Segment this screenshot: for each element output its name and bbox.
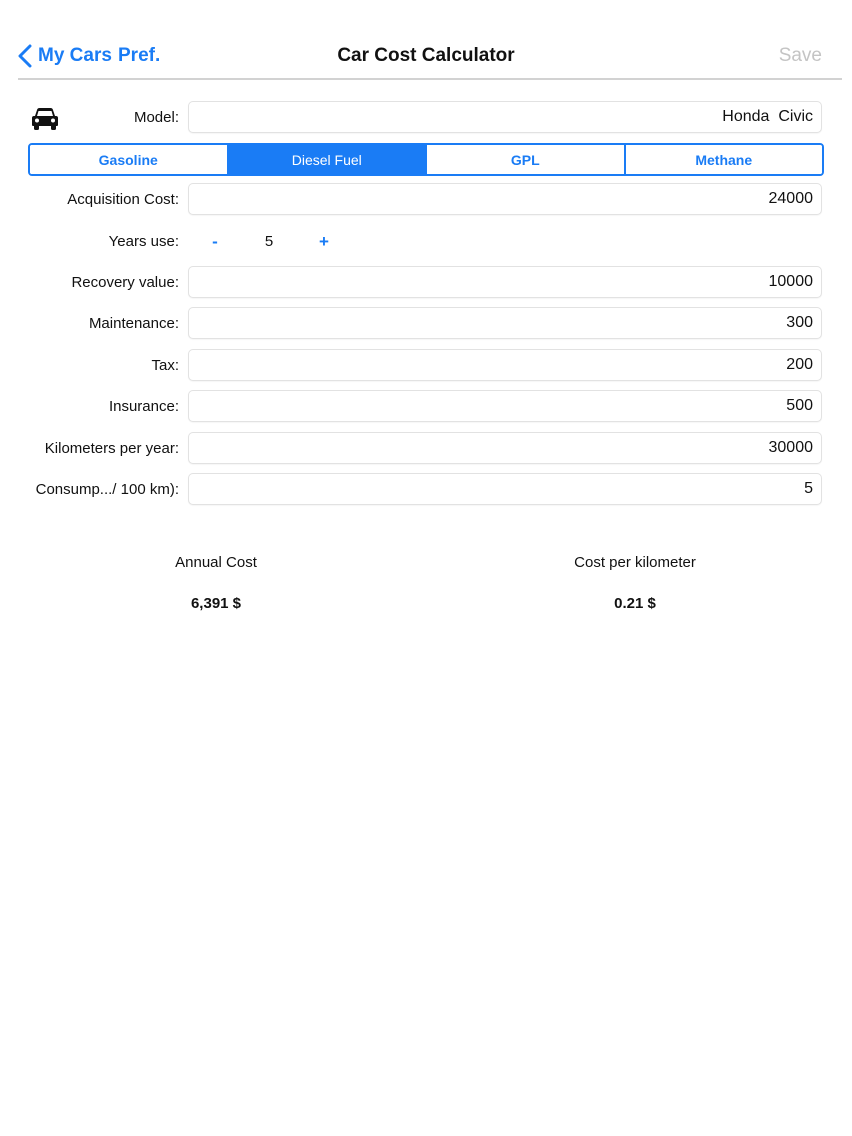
years-decrement-button[interactable]: - bbox=[212, 232, 218, 251]
consumption-label: Consump.../ 100 km): bbox=[35, 481, 179, 498]
years-use-label: Years use: bbox=[108, 233, 179, 250]
years-increment-button[interactable]: + bbox=[319, 232, 329, 251]
years-use-value: 5 bbox=[264, 233, 274, 250]
segment-methane[interactable]: Methane bbox=[626, 145, 823, 174]
insurance-input[interactable] bbox=[188, 390, 822, 422]
km-per-year-row bbox=[0, 432, 852, 466]
consumption-input[interactable] bbox=[188, 473, 822, 505]
recovery-value-input[interactable] bbox=[188, 266, 822, 298]
years-use-row bbox=[0, 225, 852, 259]
acquisition-cost-label: Acquisition Cost: bbox=[67, 191, 179, 208]
recovery-value-row bbox=[0, 266, 852, 300]
model-label: Model: bbox=[133, 109, 179, 126]
tax-input[interactable] bbox=[188, 349, 822, 381]
acquisition-cost-input[interactable] bbox=[188, 183, 822, 215]
annual-cost-value: 6,391 $ bbox=[190, 595, 242, 612]
consumption-row bbox=[0, 473, 852, 507]
page-title: Car Cost Calculator bbox=[337, 45, 515, 66]
maintenance-input[interactable] bbox=[188, 307, 822, 339]
back-button-label: My Cars bbox=[38, 45, 112, 66]
km-per-year-label: Kilometers per year: bbox=[44, 440, 179, 457]
segment-gasoline[interactable]: Gasoline bbox=[30, 145, 229, 174]
insurance-row bbox=[0, 390, 852, 424]
model-input[interactable] bbox=[188, 101, 822, 133]
preferences-button[interactable]: Pref. bbox=[118, 45, 161, 66]
maintenance-label: Maintenance: bbox=[88, 315, 179, 332]
maintenance-row bbox=[0, 307, 852, 341]
tax-row bbox=[0, 349, 852, 383]
cost-per-km-label: Cost per kilometer bbox=[574, 554, 696, 571]
tax-label: Tax: bbox=[151, 357, 179, 374]
cost-per-km-value: 0.21 $ bbox=[614, 595, 656, 612]
nav-divider bbox=[18, 78, 842, 80]
annual-cost-label: Annual Cost bbox=[175, 554, 257, 571]
navigation-bar bbox=[0, 0, 852, 80]
recovery-value-label: Recovery value: bbox=[71, 274, 179, 291]
insurance-label: Insurance: bbox=[108, 398, 179, 415]
acquisition-cost-row bbox=[0, 183, 852, 217]
km-per-year-input[interactable] bbox=[188, 432, 822, 464]
segment-gpl[interactable]: GPL bbox=[427, 145, 626, 174]
save-button[interactable]: Save bbox=[778, 45, 822, 66]
model-row bbox=[0, 101, 852, 135]
fuel-type-segmented-control bbox=[28, 143, 824, 176]
segment-diesel-fuel[interactable]: Diesel Fuel bbox=[229, 145, 428, 174]
